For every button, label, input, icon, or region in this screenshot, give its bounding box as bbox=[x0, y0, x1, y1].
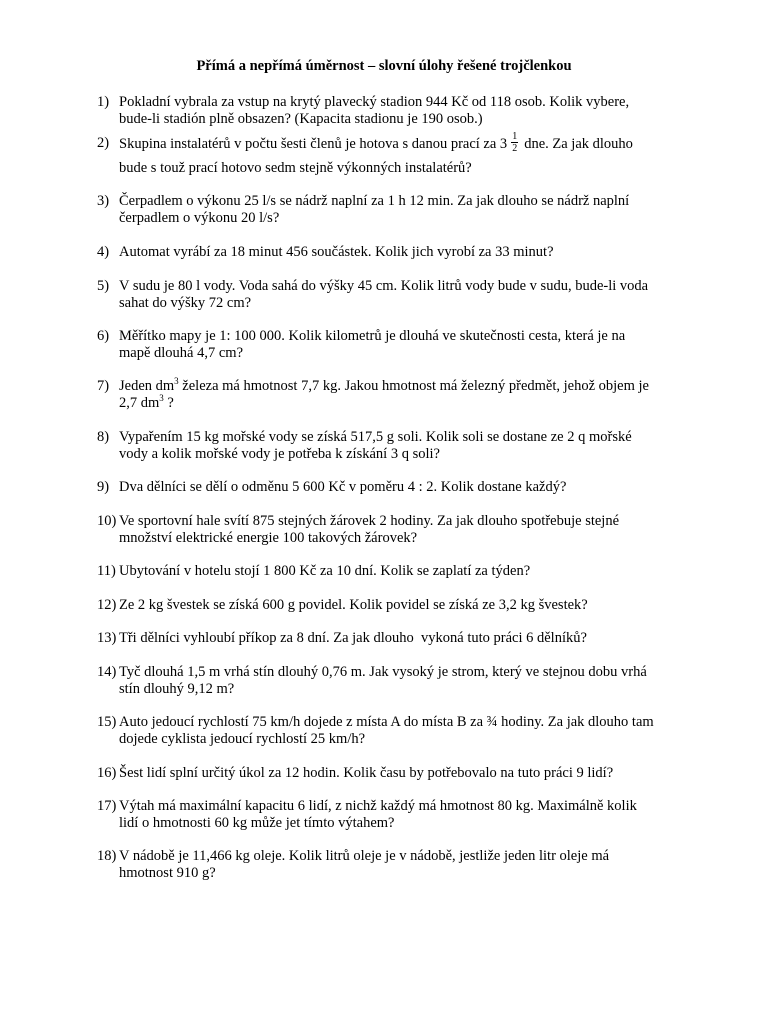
problem-16 bbox=[97, 765, 697, 782]
problem-number: 1) bbox=[97, 94, 110, 110]
problem-14 bbox=[97, 664, 697, 698]
problem-number: 12) bbox=[97, 597, 117, 613]
problem-1 bbox=[97, 94, 697, 128]
problem-text-line: mapě dlouhá 4,7 cm? bbox=[119, 345, 244, 361]
problem-number: 18) bbox=[97, 848, 117, 864]
problem-5 bbox=[97, 278, 697, 312]
superscript: 3 bbox=[174, 376, 179, 387]
problem-number: 14) bbox=[97, 664, 117, 680]
problem-text-line: Čerpadlem o výkonu 25 l/s se nádrž naplní za 1 h 12 min. Za jak dlouho se nádrž naplní bbox=[119, 193, 630, 209]
problem-text-segment: železa má hmotnost 7,7 kg. Jakou hmotnost má železný předmět, jehož objem je bbox=[178, 378, 649, 394]
problem-number: 9) bbox=[97, 479, 110, 495]
problem-number: 5) bbox=[97, 278, 110, 294]
problem-11 bbox=[97, 563, 697, 580]
problem-6 bbox=[97, 328, 697, 362]
problem-12 bbox=[97, 597, 697, 614]
problem-10 bbox=[97, 513, 697, 547]
problem-text-line bbox=[119, 378, 697, 395]
problem-17 bbox=[97, 798, 697, 832]
problem-text-segment: Jeden dm bbox=[119, 378, 175, 394]
problem-text-line: bude s touž prací hotovo sedm stejně výkonných instalatérů? bbox=[119, 160, 472, 176]
problem-number: 17) bbox=[97, 798, 117, 814]
problem-2 bbox=[97, 127, 697, 177]
page-title: Přímá a nepřímá úměrnost – slovní úlohy řešené trojčlenkou bbox=[196, 58, 572, 74]
problem-text-segment: ? bbox=[163, 395, 174, 411]
problem-text-line: Vypařením 15 kg mořské vody se získá 517,5 g soli. Kolik soli se dostane ze 2 q mořské bbox=[119, 429, 632, 445]
problem-13 bbox=[97, 630, 697, 647]
problem-text-line: Tyč dlouhá 1,5 m vrhá stín dlouhý 0,76 m. Jak vysoký je strom, který ve stejnou dobu vrhá bbox=[119, 664, 647, 680]
problem-text-line: Měřítko mapy je 1: 100 000. Kolik kilometrů je dlouhá ve skutečnosti cesta, která je na bbox=[119, 328, 626, 344]
fraction-denominator: 2 bbox=[512, 142, 518, 154]
problem-number: 8) bbox=[97, 429, 110, 445]
problem-text-line: dojede cyklista jedoucí rychlostí 25 km/h? bbox=[119, 731, 366, 747]
problem-text-line: Ubytování v hotelu stojí 1 800 Kč za 10 dní. Kolik se zaplatí za týden? bbox=[119, 563, 531, 579]
problem-7 bbox=[97, 378, 697, 412]
problem-number: 7) bbox=[97, 378, 110, 394]
problem-number: 10) bbox=[97, 513, 117, 529]
problem-number: 11) bbox=[97, 563, 116, 579]
problem-text-line: Dva dělníci se dělí o odměnu 5 600 Kč v poměru 4 : 2. Kolik dostane každý? bbox=[119, 479, 567, 495]
problem-number: 6) bbox=[97, 328, 110, 344]
problem-text-line: Tři dělníci vyhloubí příkop za 8 dní. Za jak dlouho vykoná tuto práci 6 dělníků? bbox=[119, 630, 587, 646]
problem-text-segment: 2,7 dm bbox=[119, 395, 160, 411]
problem-number: 13) bbox=[97, 630, 117, 646]
problem-3 bbox=[97, 193, 697, 227]
problem-number: 4) bbox=[97, 244, 110, 260]
problem-8 bbox=[97, 429, 697, 463]
problem-15 bbox=[97, 714, 697, 748]
problem-text-line: hmotnost 910 g? bbox=[119, 865, 216, 881]
problem-9 bbox=[97, 479, 697, 496]
problem-text-line: množství elektrické energie 100 takových žárovek? bbox=[119, 530, 418, 546]
problem-text-line: Auto jedoucí rychlostí 75 km/h dojede z místa A do místa B za ¾ hodiny. Za jak dlouho tam bbox=[119, 714, 654, 730]
problem-text-line: bude-li stadión plně obsazen? (Kapacita stadionu je 190 osob.) bbox=[119, 111, 483, 127]
problem-text-line: sahat do výšky 72 cm? bbox=[119, 295, 252, 311]
superscript: 3 bbox=[159, 393, 164, 404]
problem-text-segment: dne. Za jak dlouho bbox=[524, 135, 633, 152]
problem-text-line: stín dlouhý 9,12 m? bbox=[119, 681, 235, 697]
problem-number: 2) bbox=[97, 135, 110, 151]
problem-text-line: V sudu je 80 l vody. Voda sahá do výšky 45 cm. Kolik litrů vody bude v sudu, bude-li voda bbox=[119, 278, 649, 294]
fraction bbox=[511, 131, 518, 154]
problem-text-line bbox=[119, 395, 697, 412]
problem-text-segment: Skupina instalatérů v počtu šesti členů je hotova s danou prací za 3 bbox=[119, 135, 508, 152]
problem-text-line: V nádobě je 11,466 kg oleje. Kolik litrů oleje je v nádobě, jestliže jeden litr oleje má bbox=[119, 848, 610, 864]
problem-number: 16) bbox=[97, 765, 117, 781]
problem-text-line bbox=[119, 127, 697, 161]
problem-text-line: Výtah má maximální kapacitu 6 lidí, z nichž každý má hmotnost 80 kg. Maximálně kolik bbox=[119, 798, 637, 814]
problem-4 bbox=[97, 244, 697, 261]
problem-text-line: lidí o hmotnosti 60 kg může jet tímto výtahem? bbox=[119, 815, 395, 831]
problem-text-line: Ve sportovní hale svítí 875 stejných žárovek 2 hodiny. Za jak dlouho spotřebuje stejné bbox=[119, 513, 620, 529]
problem-text-line: Ze 2 kg švestek se získá 600 g povidel. Kolik povidel se získá ze 3,2 kg švestek? bbox=[119, 597, 588, 613]
problem-text-line: Pokladní vybrala za vstup na krytý plavecký stadion 944 Kč od 118 osob. Kolik vybere, bbox=[119, 94, 630, 110]
fraction-numerator: 1 bbox=[512, 130, 518, 142]
problem-18 bbox=[97, 848, 697, 882]
problem-number: 15) bbox=[97, 714, 117, 730]
problem-text-line: Automat vyrábí za 18 minut 456 součástek. Kolik jich vyrobí za 33 minut? bbox=[119, 244, 554, 260]
problem-number: 3) bbox=[97, 193, 110, 209]
problem-text-line: vody a kolik mořské vody je potřeba k získání 3 q soli? bbox=[119, 446, 440, 462]
problem-text-line: čerpadlem o výkonu 20 l/s? bbox=[119, 210, 280, 226]
problem-text-line: Šest lidí splní určitý úkol za 12 hodin. Kolik času by potřebovalo na tuto práci 9 lidí? bbox=[119, 765, 614, 781]
